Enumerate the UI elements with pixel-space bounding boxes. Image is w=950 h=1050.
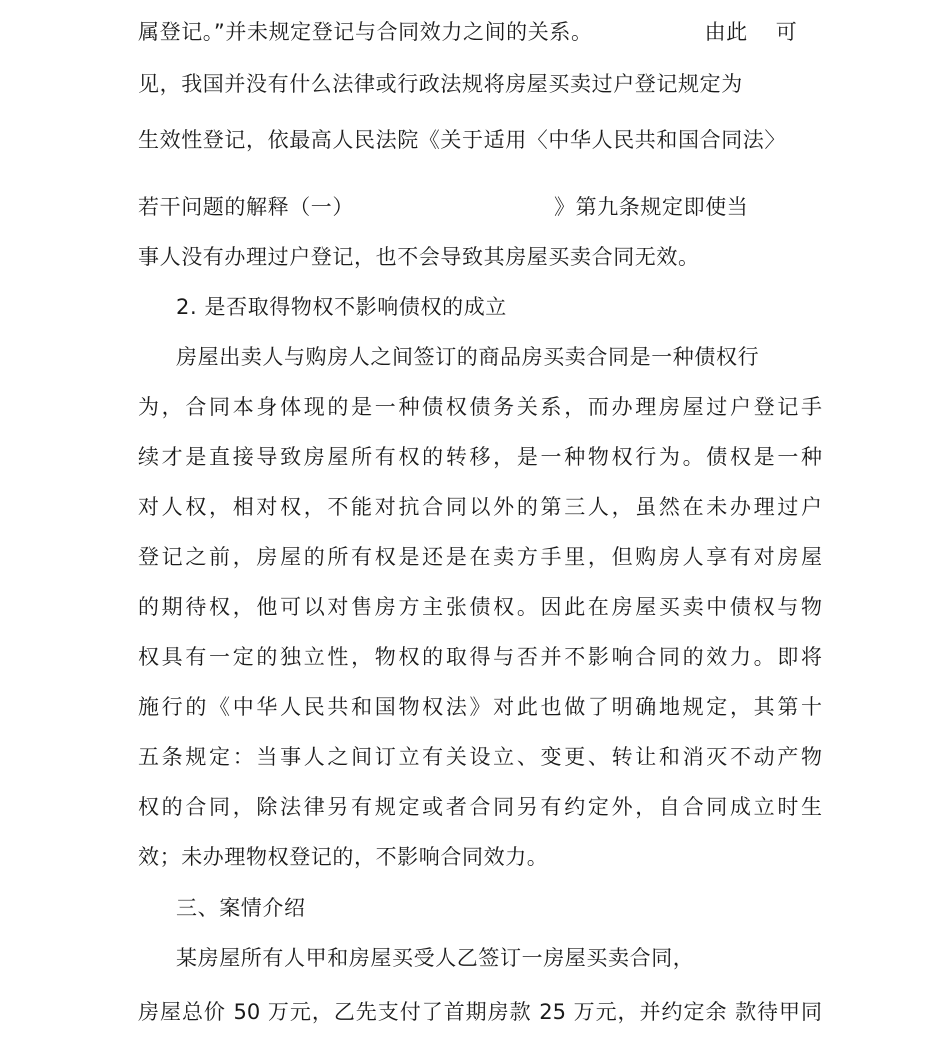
text-line: 续才是直接导致房屋所有权的转移，是一种物权行为。债权是一种 — [138, 445, 822, 469]
text-line: 登记之前，房屋的所有权是还是在卖方手里，但购房人享有对房屋 — [138, 545, 822, 569]
text-line: 生效性登记，依最高人民法院《关于适用〈中华人民共和国合同法〉 — [138, 128, 786, 152]
section-heading: 2. 是否取得物权不影响债权的成立 — [176, 295, 507, 319]
text-line — [138, 17, 797, 47]
text-line: 的期待权，他可以对售房方主张债权。因此在房屋买卖中债权与物 — [138, 595, 822, 619]
text-line: 见，我国并没有什么法律或行政法规将房屋买卖过户登记规定为 — [138, 72, 743, 96]
text-line: 对人权，相对权，不能对抗合同以外的第三人，虽然在未办理过户 — [138, 495, 822, 519]
text-line: 房屋总价 50 万元，乙先支付了首期房款 25 万元，并约定余 款待甲同 — [138, 1000, 822, 1024]
text-segment: 由此 — [704, 20, 748, 44]
text-line: 施行的《中华人民共和国物权法》对此也做了明确地规定，其第十 — [138, 695, 822, 719]
text-segment: 若干问题的解释（一） — [138, 195, 354, 219]
text-line: 五条规定：当事人之间订立有关设立、变更、转让和消灭不动产物 — [138, 745, 822, 769]
paragraph-first-line: 房屋出卖人与购房人之间签订的商品房买卖合同是一种债权行 — [176, 345, 760, 369]
section-heading: 三、案情介绍 — [176, 896, 306, 920]
text-line: 权的合同，除法律另有规定或者合同另有约定外，自合同成立时生 — [138, 795, 822, 819]
paragraph-first-line: 某房屋所有人甲和房屋买受人乙签订一房屋买卖合同， — [176, 946, 695, 970]
text-segment: 属登记。”并未规定登记与合同效力之间的关系。 — [138, 20, 593, 44]
text-line — [138, 192, 748, 222]
text-segment: 可 — [775, 20, 798, 44]
text-line: 效；未办理物权登记的，不影响合同效力。 — [138, 845, 549, 869]
text-segment: 》第九条规定即使当 — [554, 195, 749, 219]
text-line: 为，合同本身体现的是一种债权债务关系，而办理房屋过户登记手 — [138, 395, 822, 419]
text-line: 事人没有办理过户登记，也不会导致其房屋买卖合同无效。 — [138, 245, 700, 269]
text-line: 权具有一定的独立性，物权的取得与否并不影响合同的效力。即将 — [138, 645, 822, 669]
